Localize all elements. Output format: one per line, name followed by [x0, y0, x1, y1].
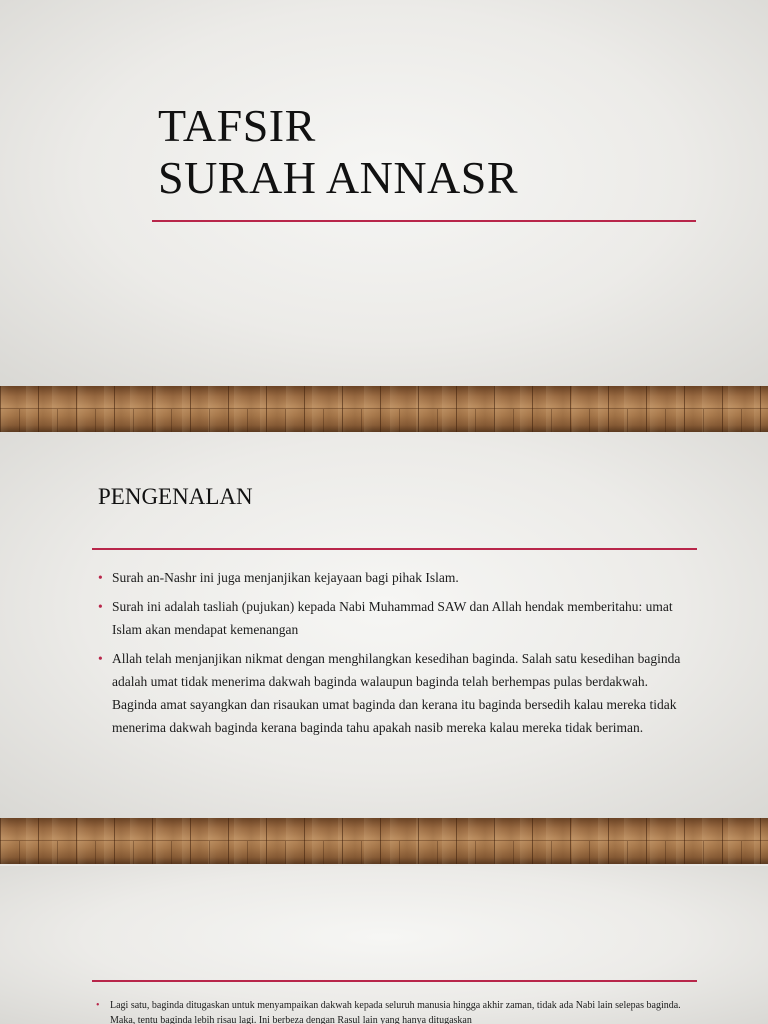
slide-pengenalan: [0, 432, 768, 818]
bullet-item: • Allah telah menjanjikan nikmat dengan menghilangkan kesedihan baginda. Salah satu kesedihan baginda adalah umat tidak menerima dakwah baginda walaupun baginda telah berhempas pulas berdakwah. Baginda amat sayangkan dan risaukan umat baginda dan kerana itu baginda bersedih kalau mereka tidak menerima dakwah baginda kerana baginda tahu apakah nasib mereka kalau mereka tidak beriman.: [98, 647, 690, 739]
heading-underline: [92, 980, 697, 982]
wood-floor-divider: [0, 818, 768, 864]
bullet-list: [98, 566, 690, 745]
slide-title: [0, 0, 768, 386]
bullet-item: • Surah ini adalah tasliah (pujukan) kepada Nabi Muhammad SAW dan Allah hendak memberitahu: umat Islam akan mendapat kemenangan: [98, 595, 690, 641]
title-line-1: TAFSIR: [158, 100, 316, 151]
bullet-item: • Surah an-Nashr ini juga menjanjikan kejayaan bagi pihak Islam.: [98, 566, 690, 589]
title-underline: [152, 220, 696, 222]
bullet-list: [96, 998, 696, 1024]
bullet-item: • Lagi satu, baginda ditugaskan untuk menyampaikan dakwah kepada seluruh manusia hingga akhir zaman, tidak ada Nabi lain selepas baginda. Maka, tentu baginda lebih risau lagi. Ini berbeza dengan Rasul lain yang hanya ditugaskan: [96, 998, 696, 1024]
wood-floor-divider: [0, 386, 768, 432]
slide-heading: PENGENALAN: [98, 484, 253, 509]
heading-underline: [92, 548, 697, 550]
title-line-2: SURAH ANNASR: [158, 152, 519, 203]
slide-title-heading: [158, 100, 518, 204]
slide-continuation: [0, 866, 768, 1024]
